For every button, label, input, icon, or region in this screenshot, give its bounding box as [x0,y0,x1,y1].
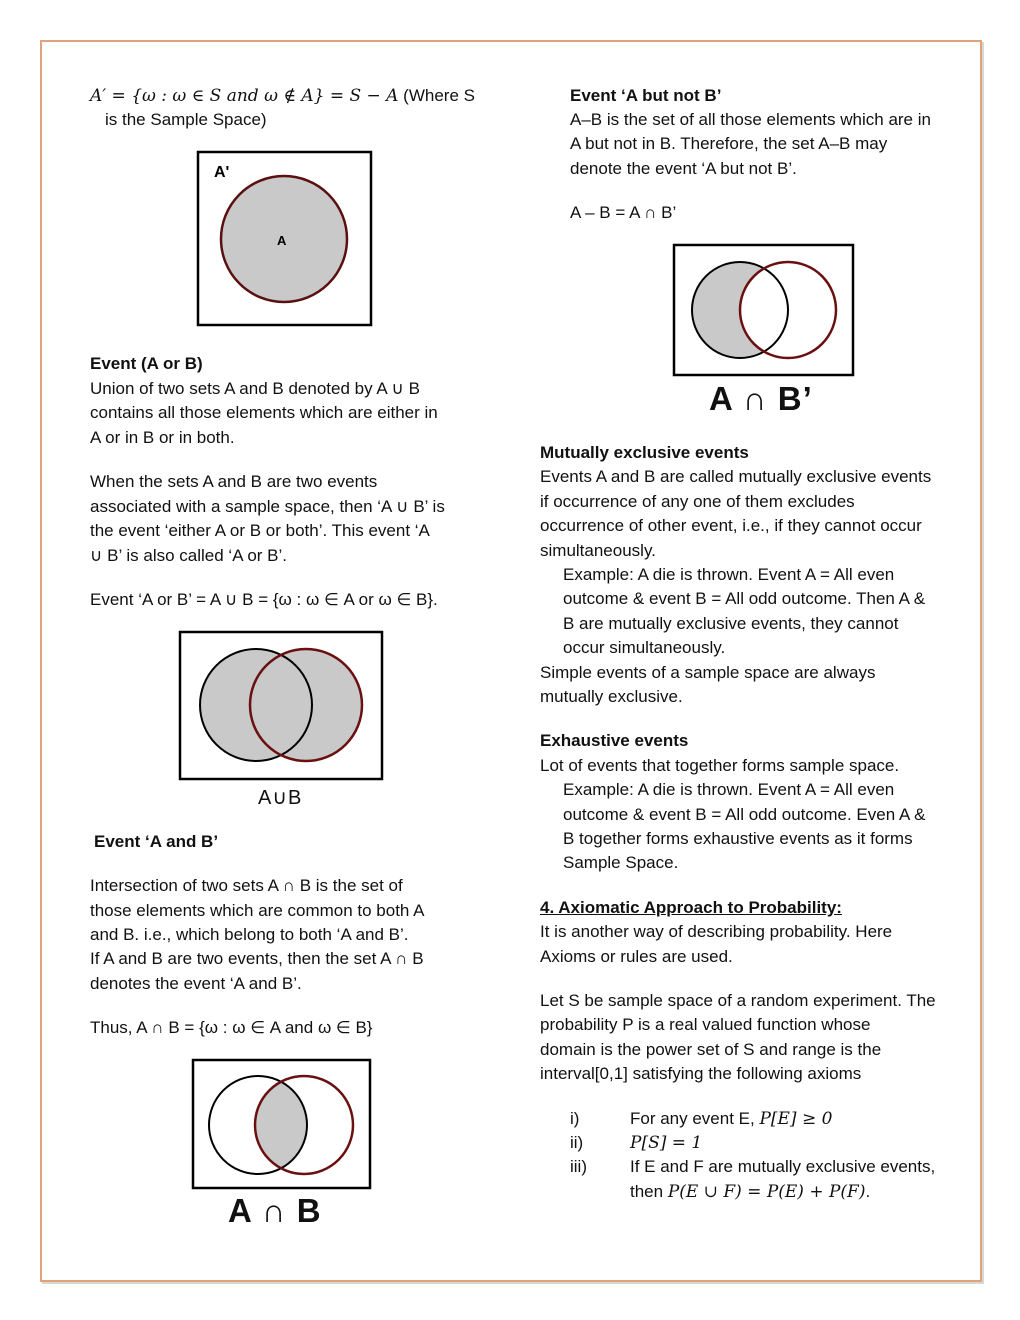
and-p1-l1: Intersection of two sets A ∩ B is the set of [90,876,403,895]
axiom-text: For any event E, [630,1109,760,1128]
venn-complement-diagram [196,150,374,328]
and-p1-l2: those elements which are common to both A [90,901,425,920]
event-a-and-b-heading: Event ‘A and B’ [94,832,219,851]
or-formula: Event ‘A or B’ = A ∪ B = {ω : ω ∈ A or ω ∈ B}. [90,590,438,609]
event-a-but-not-b-heading: Event ‘A but not B’ [570,86,722,105]
butnot-l1: A–B is the set of all those elements which are in [570,110,931,129]
me-l4: simultaneously. [540,541,656,560]
axiom-math: P(E ∪ F) = P(E) + P(F) [667,1182,866,1202]
and-p1-l4: If A and B are two events, then the set A ∩ B [90,949,424,968]
difference-caption: A ∩ B’ [709,380,813,417]
complement-formula-tail: (Where S [398,86,475,105]
ex-ex-l3: B together forms exhaustive events as it forms [563,829,913,848]
me-l1: Events A and B are called mutually exclusive events [540,467,932,486]
me-ex-l2: outcome & event B = All odd outcome. Then A & [563,589,926,608]
venn-union-diagram [178,630,385,782]
ax-p2-l1: Let S be sample space of a random experiment. The [540,991,936,1010]
complement-formula [90,84,490,109]
butnot-l3: denote the event ‘A but not B’. [570,159,797,178]
me-simple-l2: mutually exclusive. [540,687,683,706]
me-ex-l3: B are mutually exclusive events, they cannot [563,614,899,633]
ex-ex-l4: Sample Space. [563,853,679,872]
ex-l1: Lot of events that together forms sample space. [540,756,900,775]
or-p1-l1: Union of two sets A and B denoted by A ∪ B [90,379,420,398]
or-p1-l3: A or in B or in both. [90,428,235,447]
exhaustive-heading: Exhaustive events [540,731,689,750]
or-p2-l2: associated with a sample space, then ‘A ∪ B’ is [90,497,445,516]
event-a-or-b-heading: Event (A or B) [90,354,203,373]
ex-ex-l1: Example: A die is thrown. Event A = All even [563,780,895,799]
axiomatic-heading: 4. Axiomatic Approach to Probability: [540,898,842,917]
label-a: A [277,233,287,248]
axiom-end: . [865,1182,871,1201]
ax-p2-l3: domain is the power set of S and range is the [540,1040,882,1059]
or-p2-l3: the event ‘either A or B or both’. This event ‘A [90,521,430,540]
me-simple-l1: Simple events of a sample space are always [540,663,876,682]
me-ex-l4: occur simultaneously. [563,638,726,657]
intersection-caption: A ∩ B [228,1192,322,1229]
axiom-item-2 [570,1131,970,1156]
ax-p2-l4: interval[0,1] satisfying the following axioms [540,1064,862,1083]
and-formula: Thus, A ∩ B = {ω : ω ∈ A and ω ∈ B} [90,1018,373,1037]
butnot-l2: A but not in B. Therefore, the set A–B may [570,134,888,153]
complement-formula-math: A′ = {ω : ω ∈ S and ω ∉ A} = S − A [90,86,399,106]
me-ex-l1: Example: A die is thrown. Event A = All even [563,565,895,584]
and-p1-l5: denotes the event ‘A and B’. [90,974,302,993]
axiom-text: If E and F are mutually exclusive events, [630,1157,936,1176]
axiom-number: i) [570,1109,580,1128]
me-l2: if occurrence of any one of them excludes [540,492,855,511]
ax-p2-l2: probability P is a real valued function whose [540,1015,871,1034]
and-p1-l3: and B. i.e., which belong to both ‘A and B’. [90,925,409,944]
venn-intersection-diagram [191,1058,373,1191]
ax-l1: It is another way of describing probability. Here [540,922,893,941]
me-l3: occurrence of other event, i.e., if they cannot occur [540,516,922,535]
venn-difference-diagram [672,243,856,378]
axiom-item-1 [570,1107,970,1132]
ax-l2: Axioms or rules are used. [540,947,733,966]
union-caption: A∪B [258,787,303,809]
or-p1-l2: contains all those elements which are either in [90,403,438,422]
butnot-formula: A – B = A ∩ B’ [570,203,677,222]
axiom-item-3 [570,1155,970,1180]
complement-formula-line2: is the Sample Space) [105,110,267,129]
axiom-number: iii) [570,1157,587,1176]
label-a-prime: A' [214,164,230,181]
axiom-math: P[E] ≥ 0 [759,1109,833,1129]
axiom-math: P[S] = 1 [630,1133,703,1153]
axiom-number: ii) [570,1133,584,1152]
or-p2-l4: ∪ B’ is also called ‘A or B’. [90,546,288,565]
mutually-exclusive-heading: Mutually exclusive events [540,443,749,462]
axiom-item-3-continued [570,1180,970,1205]
or-p2-l1: When the sets A and B are two events [90,472,378,491]
ex-ex-l2: outcome & event B = All odd outcome. Even A & [563,805,926,824]
axiom-text: then [630,1182,668,1201]
